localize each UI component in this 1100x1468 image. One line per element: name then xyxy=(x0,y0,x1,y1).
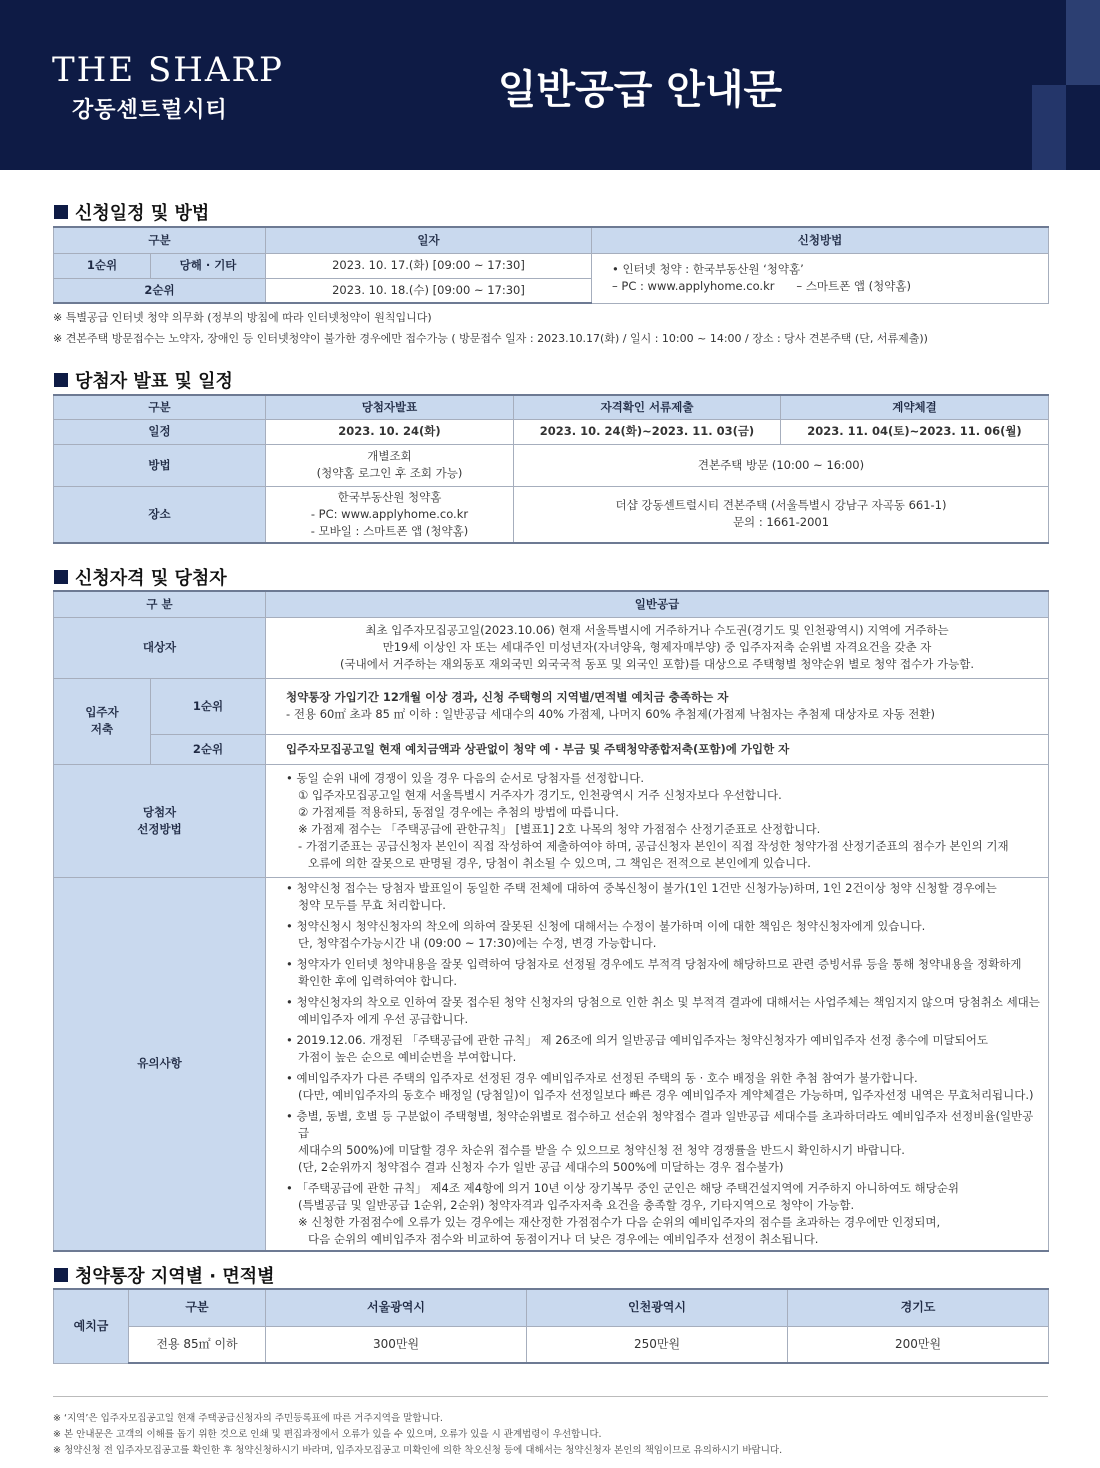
area-cell: 전용 85㎡ 이하 xyxy=(129,1326,266,1363)
rank1-cell: 청약통장 가입기간 12개월 이상 경과, 신청 주택형의 지역별/면적별 예치금 충족하는 자 - 전용 60㎡ 초과 85 ㎡ 이하 : 일반공급 세대수의 40% 가점제, 나머지 60% 추첨제(가점제 낙첨자는 추첨제 대상자로 자동 전환) xyxy=(266,678,1049,734)
seoul-deposit: 300만원 xyxy=(266,1326,527,1363)
announce-place: 한국부동산원 청약홈 - PC: www.applyhome.co.kr - 모바일 : 스마트폰 앱 (청약홈) xyxy=(266,486,514,543)
row-savings: 입주자 저축 xyxy=(54,678,151,764)
row-schedule: 일정 xyxy=(54,419,266,444)
row-selection: 당첨자 선정방법 xyxy=(54,764,266,877)
th-docs: 자격확인 서류제출 xyxy=(514,395,781,419)
header-banner xyxy=(0,0,1100,170)
deposit-table xyxy=(53,1288,1049,1364)
section-title-deposit: 청약통장 지역별 · 면적별 xyxy=(54,1262,275,1288)
th-gubun: 구분 xyxy=(54,227,266,253)
contract-date: 2023. 11. 04(토)~2023. 11. 06(월) xyxy=(781,419,1049,444)
rank2-date: 2023. 10. 18.(수) [09:00 ~ 17:30] xyxy=(266,278,592,303)
eligibility-table xyxy=(53,590,1049,1252)
footer-note-disclaimer: ※ 본 안내문은 고객의 이해를 돕기 위한 것으로 인쇄 및 편집과정에서 오류가 있을 수 있으며, 오류가 있을 시 관계법령이 우선합니다. xyxy=(53,1429,602,1440)
row-method: 방법 xyxy=(54,444,266,486)
brand-logo: THE SHARP xyxy=(52,50,284,90)
row-target: 대상자 xyxy=(54,617,266,678)
row-rank2: 2순위 xyxy=(151,734,266,764)
incheon-deposit: 250만원 xyxy=(527,1326,788,1363)
announce-method: 개별조회 (청약홈 로그인 후 조회 가능) xyxy=(266,444,514,486)
selection-cell: • 동일 순위 내에 경쟁이 있을 경우 다음의 순서로 당첨자를 선정합니다. ① 입주자모집공고일 현재 서울특별시 거주자가 경기도, 인천광역시 거주 신청자보다 우선합니다. ② 가점제를 적용하되, 동점일 경우에는 추첨의 방법에 따릅니다. ※ 가점제 점수는 「주택공급에 관한규칙」 [별표1] 2호 나목의 청약 가점점수 산정기준표로 산정합니다. - 가점기준표는 공급신청자 본인이 직접 작성하여 제출하여야 하며, 공급신청자 본인이 직접 작성한 청약가점 산정기준표의 점수가 본인의 기재 오류에 의한 잘못으로 판명될 경우, 당첨이 취소될 수 있으며, 그 책임은 전적으로 본인에게 있습니다. xyxy=(266,764,1049,877)
th-gubun: 구 분 xyxy=(54,591,266,617)
docs-date: 2023. 10. 24(화)~2023. 11. 03(금) xyxy=(514,419,781,444)
model-house-place: 더샵 강동센트럴시티 견본주택 (서울특별시 강남구 자곡동 661-1) 문의 : 1661-2001 xyxy=(514,486,1049,543)
th-date: 일자 xyxy=(266,227,592,253)
th-announce: 당첨자발표 xyxy=(266,395,514,419)
section-title-eligibility: 신청자격 및 당첨자 xyxy=(54,564,227,590)
th-method: 신청방법 xyxy=(592,227,1049,253)
section-title-announcement: 당첨자 발표 및 일정 xyxy=(54,367,233,393)
header-decoration xyxy=(1066,0,1100,85)
target-cell: 최초 입주자모집공고일(2023.10.06) 현재 서울특별시에 거주하거나 수도권(경기도 및 인천광역시) 지역에 거주하는 만19세 이상인 자 또는 세대주인 미성년자(자녀양육, 형제자매부양) 중 입주자저축 순위별 자격요건을 갖춘 자 (국내에서 거주하는 재외동포 재외국민 외국국적 동포 및 외국인 포함)를 대상으로 주택형별 청약순위 별로 청약 접수가 가능함. xyxy=(266,617,1049,678)
square-bullet-icon xyxy=(54,373,68,387)
brand-subtitle: 강동센트럴시티 xyxy=(72,98,228,123)
footer-note-region: ※ ‘지역’은 입주자모집공고일 현재 주택공급신청자의 주민등록표에 따른 거주지역을 말합니다. xyxy=(53,1413,443,1424)
row-deposit: 예치금 xyxy=(54,1289,129,1363)
rank2-cell: 입주자모집공고일 현재 예치금액과 상관없이 청약 예 · 부금 및 주택청약종합저축(포함)에 가입한 자 xyxy=(266,734,1049,764)
note-special-supply: ※ 특별공급 인터넷 청약 의무화 (정부의 방침에 따라 인터넷청약이 원칙입니다) xyxy=(53,311,432,324)
row-rank1: 1순위 xyxy=(54,253,151,278)
square-bullet-icon xyxy=(54,570,68,584)
note-visit-application: ※ 견본주택 방문접수는 노약자, 장애인 등 인터넷청약이 불가한 경우에만 접수가능 ( 방문접수 일자 : 2023.10.17(화) / 일시 : 10:00 ~ 14:00 / 장소 : 당사 견본주택 (단, 서류제출)) xyxy=(53,332,928,345)
row-rank1-area: 당해 · 기타 xyxy=(151,253,266,278)
announce-date: 2023. 10. 24(화) xyxy=(266,419,514,444)
th-incheon: 인천광역시 xyxy=(527,1289,788,1326)
th-seoul: 서울광역시 xyxy=(266,1289,527,1326)
square-bullet-icon xyxy=(54,1268,68,1282)
apply-method-cell: • 인터넷 청약 : 한국부동산원 ‘청약홈’ – PC : www.applyhome.co.kr – 스마트폰 앱 (청약홈) xyxy=(592,253,1049,303)
section-title-schedule: 신청일정 및 방법 xyxy=(54,199,209,225)
row-rank2: 2순위 xyxy=(54,278,266,303)
th-contract: 계약체결 xyxy=(781,395,1049,419)
row-place: 장소 xyxy=(54,486,266,543)
schedule-table xyxy=(53,226,1049,304)
footer-note-confirm: ※ 청약신청 전 입주자모집공고를 확인한 후 청약신청하시기 바라며, 입주자모집공고 미확인에 의한 착오신청 등에 대해서는 청약신청자 본인의 책임이므로 유의하시기 바랍니다. xyxy=(53,1445,783,1456)
announcement-table xyxy=(53,394,1049,544)
page-title: 일반공급 안내문 xyxy=(497,67,783,113)
gyeonggi-deposit: 200만원 xyxy=(788,1326,1049,1363)
th-gyeonggi: 경기도 xyxy=(788,1289,1049,1326)
th-general-supply: 일반공급 xyxy=(266,591,1049,617)
header-decoration xyxy=(1032,85,1066,170)
visit-method: 견본주택 방문 (10:00 ~ 16:00) xyxy=(514,444,1049,486)
th-gubun: 구분 xyxy=(129,1289,266,1326)
row-rank1: 1순위 xyxy=(151,678,266,734)
th-gubun: 구분 xyxy=(54,395,266,419)
square-bullet-icon xyxy=(54,205,68,219)
rank1-date: 2023. 10. 17.(화) [09:00 ~ 17:30] xyxy=(266,253,592,278)
footer-divider xyxy=(53,1396,1048,1397)
caution-cell: • 청약신청 접수는 당첨자 발표일이 동일한 주택 전체에 대하여 중복신청이 불가(1인 1건만 신청가능)하며, 1인 2건이상 청약 신청할 경우에는 청약 모두를 무효 처리합니다. • 청약신청시 청약신청자의 착오에 의하여 잘못된 신청에 대해서는 수정이 불가하며 이에 대한 책임은 청약신청자에게 있습니다. 단, 청약접수가능시간 내 (09:00 ~ 17:30)에는 수정, 변경 가능합니다. • 청약자가 인터넷 청약내용을 잘못 입력하여 당첨자로 선정될 경우에도 부적격 당첨자에 해당하므로 관련 증빙서류 등을 통해 청약내용을 정확하게 확인한 후에 입력하여야 합니다. • 청약신청자의 착오로 인하여 잘못 접수된 청약 신청자의 당첨으로 인한 취소 및 부적격 결과에 대해서는 사업주체는 책임지지 않으며 당첨취소 세대는 예비입주자 에게 우선 공급합니다. • 2019.12.06. 개정된 「주택공급에 관한 규칙」 제 26조에 의거 일반공급 예비입주자는 청약신청자가 예비입주자 선정 총수에 미달되어도 가점이 높은 순으로 예비순번을 부여합니다. • 예비입주자가 다른 주택의 입주자로 선정된 경우 예비입주자로 선정된 주택의 동 · 호수 배정을 위한 추첨 참여가 불가합니다. (다만, 예비입주자의 동호수 배정일 (당첨일)이 입주자 선정일보다 빠른 경우 예비입주자 계약체결은 가능하며, 입주자선정 내역은 무효처리됩니다.) • 층별, 동별, 호별 등 구분없이 주택형별, 청약순위별로 접수하고 선순위 청약접수 결과 일반공급 세대수를 초과하더라도 예비입주자 선정비율(일반공급 세대수의 500%)에 미달할 경우 차순위 접수를 받을 수 있으므로 청약신청 전 청약 경쟁률을 반드시 확인하시기 바랍니다. (단, 2순위까지 청약접수 결과 신청자 수가 일반 공급 세대수의 500%에 미달하는 경우 접수불가) • 「주택공급에 관한 규칙」 제4조 제4항에 의거 10년 이상 장기복무 중인 군인은 해당 주택건설지역에 거주하지 아니하여도 해당순위 (특별공급 및 일반공급 1순위, 2순위) 청약자격과 입주자저축 요건을 충족할 경우, 기타지역으로 청약이 가능함. ※ 신청한 가점점수에 오류가 있는 경우에는 재산정한 가점점수가 다음 순위의 예비입주자의 점수를 초과하는 경우에만 인정되며, 다음 순위의 예비입주자 점수와 비교하여 동점이거나 더 낮은 경우에는 예비입주자 선정이 취소됩니다. xyxy=(266,877,1049,1251)
row-caution: 유의사항 xyxy=(54,877,266,1251)
